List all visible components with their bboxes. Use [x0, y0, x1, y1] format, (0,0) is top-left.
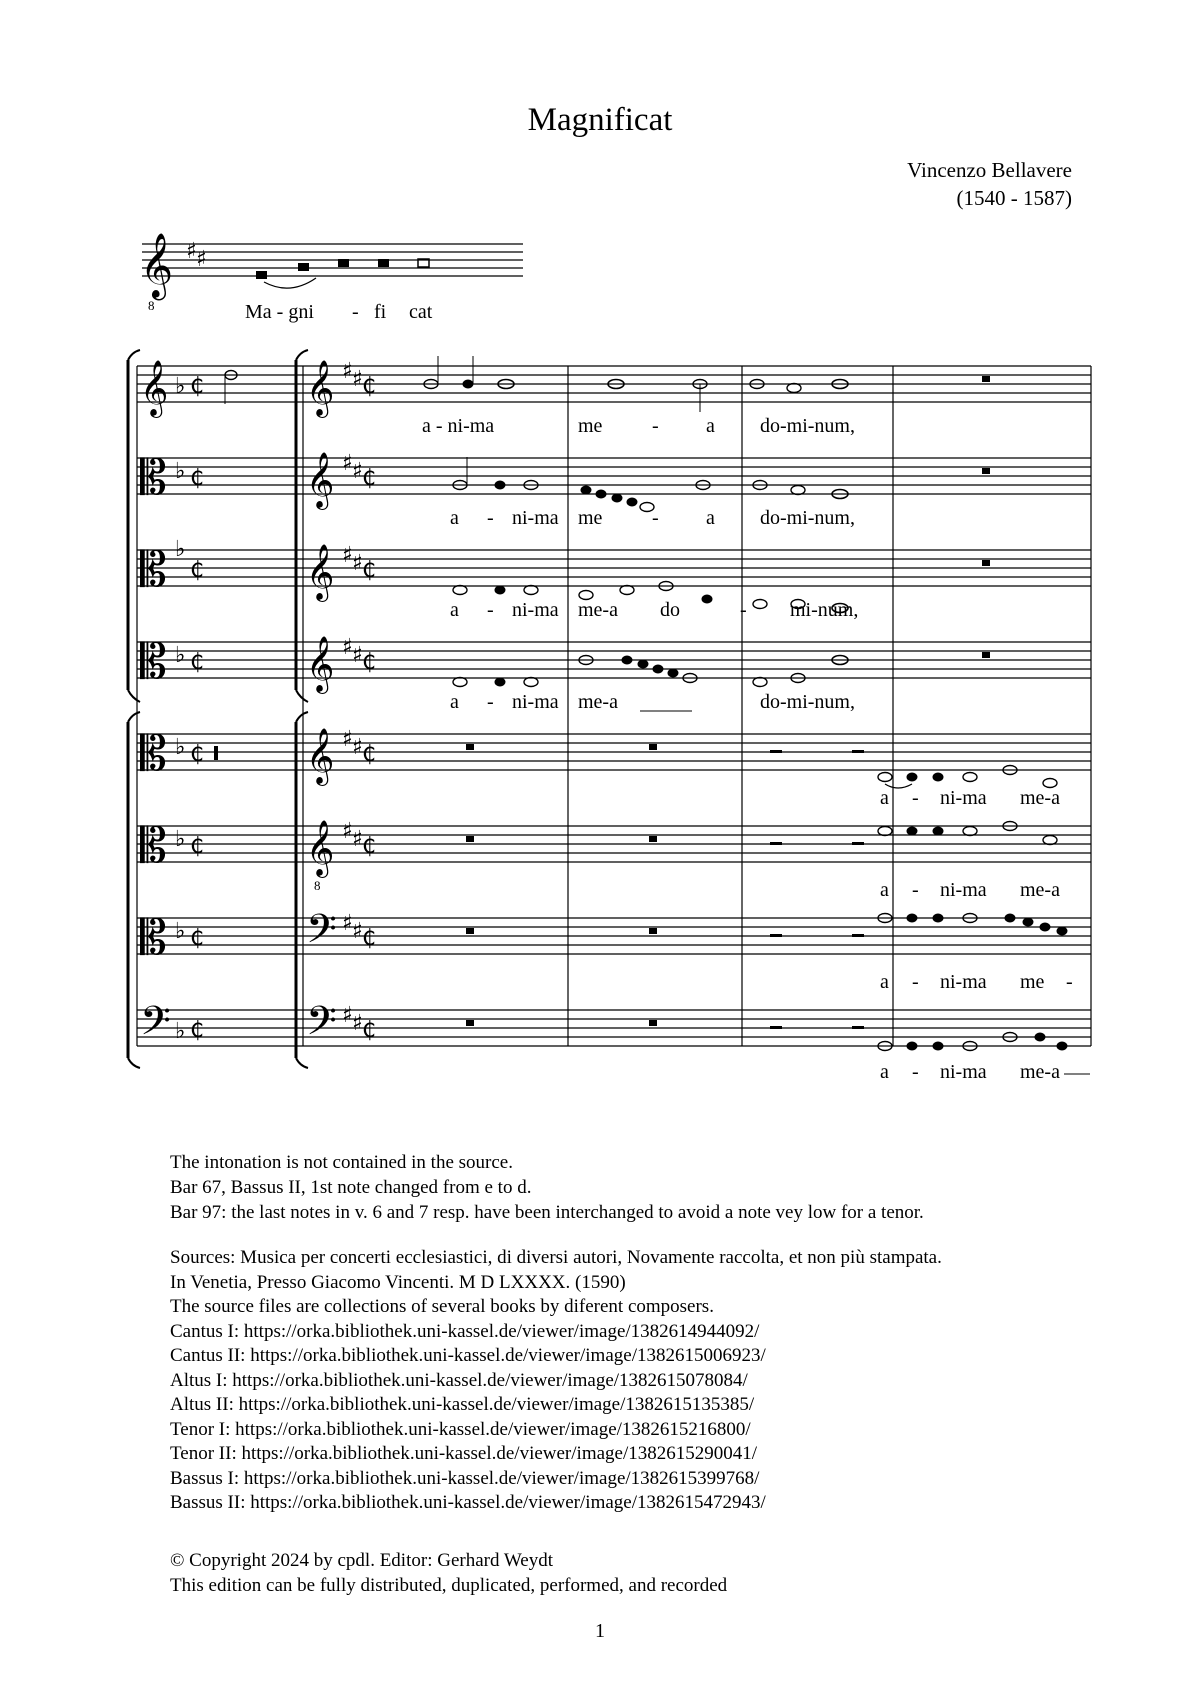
source-line: Sources: Musica per concerti ecclesiastici, di diversi autori, Novamente raccolta, et non più stampata.	[170, 1247, 942, 1268]
staff-voice-6	[137, 818, 1091, 901]
sharp-icon: ♯	[352, 1011, 363, 1036]
octave-mark-icon: 8	[314, 878, 321, 893]
lyric: me	[1020, 971, 1045, 993]
lyric: a	[880, 971, 889, 993]
flat-icon: ♭	[175, 643, 186, 668]
lyric: -	[912, 971, 919, 993]
sharp-icon: ♯	[352, 551, 363, 576]
flat-icon: ♭	[175, 827, 186, 852]
flat-icon: ♭	[175, 919, 186, 944]
note	[256, 271, 267, 279]
treble-clef-icon: 𝄞	[306, 636, 335, 692]
note	[378, 259, 389, 267]
cut-time-icon: ₵	[190, 650, 204, 675]
note-line: Bar 97: the last notes in v. 6 and 7 resp. have been interchanged to avoid a note vey low for a tenor.	[170, 1202, 924, 1223]
source-link: Cantus I: https://orka.bibliothek.uni-kassel.de/viewer/image/1382614944092/	[170, 1320, 760, 1342]
lyric: a	[450, 507, 459, 529]
treble-clef-icon: 𝄞	[306, 728, 335, 784]
cut-time-icon: ₵	[362, 374, 376, 399]
license-line: This edition can be fully distributed, duplicated, performed, and recorded	[170, 1575, 728, 1596]
lyric: do-mi-num,	[760, 691, 855, 713]
intonation-lyric: cat	[409, 301, 433, 323]
sharp-icon: ♯	[352, 735, 363, 760]
c-clef-icon: 𝄡	[140, 450, 167, 506]
staff-voice-2	[137, 450, 1091, 529]
composer-dates: (1540 - 1587)	[956, 186, 1072, 210]
staff-voice-8	[137, 998, 1091, 1083]
lyric: mi-num,	[790, 599, 859, 621]
lyric: me-a	[1020, 1061, 1060, 1083]
lyric: -	[912, 1061, 919, 1083]
cut-time-icon: ₵	[190, 374, 204, 399]
lyric: me-a	[578, 691, 618, 713]
lyric: a	[450, 599, 459, 621]
copyright-block	[170, 1548, 727, 1598]
lyric: a	[450, 691, 459, 713]
cut-time-icon: ₵	[190, 558, 204, 583]
bass-clef-icon: 𝄢	[306, 998, 337, 1054]
lyric: a	[880, 787, 889, 809]
cut-time-icon: ₵	[190, 466, 204, 491]
note	[338, 259, 349, 267]
note-line: The intonation is not contained in the source.	[170, 1152, 513, 1173]
cut-time-icon: ₵	[362, 926, 376, 951]
staff-voice-5	[137, 726, 1091, 809]
editorial-notes	[170, 1150, 924, 1225]
source-line: In Venetia, Presso Giacomo Vincenti. M D LXXXX. (1590)	[170, 1271, 626, 1293]
cut-time-icon: ₵	[362, 1018, 376, 1043]
sources-block	[170, 1246, 942, 1516]
staff-voice-4	[137, 634, 1091, 713]
page-title: Magnificat	[527, 102, 673, 138]
lyric: -	[912, 879, 919, 901]
cut-time-icon: ₵	[362, 466, 376, 491]
lyric: -	[740, 599, 747, 621]
sharp-icon: ♯	[186, 239, 197, 264]
c-clef-icon: 𝄡	[140, 726, 167, 782]
sharp-icon: ♯	[342, 359, 353, 384]
sharp-icon: ♯	[342, 727, 353, 752]
lyric: -	[652, 507, 659, 529]
flat-icon: ♭	[175, 1019, 186, 1044]
source-link: Altus II: https://orka.bibliothek.uni-kassel.de/viewer/image/1382615135385/	[170, 1394, 755, 1415]
sharp-icon: ♯	[352, 919, 363, 944]
lyric: ni-ma	[940, 971, 987, 993]
lyric: me	[578, 415, 603, 437]
c-clef-icon: 𝄡	[140, 634, 167, 690]
flat-icon: ♭	[175, 374, 186, 399]
sharp-icon: ♯	[352, 367, 363, 392]
intonation-staff	[140, 233, 523, 323]
cut-time-icon: ₵	[362, 650, 376, 675]
flat-icon: ♭	[175, 537, 186, 562]
staff-voice-3	[137, 537, 1091, 621]
lyric: a	[706, 507, 715, 529]
source-link: Bassus I: https://orka.bibliothek.uni-kassel.de/viewer/image/1382615399768/	[170, 1467, 760, 1489]
treble-8-clef-icon: 𝄞	[140, 233, 174, 298]
intonation-lyric: -	[352, 301, 359, 323]
lyric: me	[578, 507, 603, 529]
cut-time-icon: ₵	[190, 742, 204, 767]
lyric: me-a	[1020, 787, 1060, 809]
flat-icon: ♭	[175, 459, 186, 484]
copyright-line: © Copyright 2024 by cpdl. Editor: Gerhard Weydt	[170, 1550, 553, 1571]
source-link: Tenor I: https://orka.bibliothek.uni-kassel.de/viewer/image/1382615216800/	[170, 1418, 751, 1440]
cut-time-icon: ₵	[362, 742, 376, 767]
lyric: a - ni-ma	[422, 415, 495, 437]
lyric: do-mi-num,	[760, 507, 855, 529]
c-clef-icon: 𝄡	[140, 818, 167, 874]
source-link: Cantus II: https://orka.bibliothek.uni-kassel.de/viewer/image/1382615006923/	[170, 1345, 766, 1366]
flat-icon: ♭	[175, 735, 186, 760]
bass-clef-icon: 𝄢	[306, 906, 337, 962]
lyric: -	[1066, 971, 1073, 993]
sharp-icon: ♯	[342, 635, 353, 660]
sharp-icon: ♯	[352, 827, 363, 852]
cut-time-icon: ₵	[362, 834, 376, 859]
lyric: a	[880, 1061, 889, 1083]
c-clef-icon: 𝄡	[140, 542, 167, 598]
cut-time-icon: ₵	[190, 1018, 204, 1043]
lyric: -	[912, 787, 919, 809]
sharp-icon: ♯	[342, 543, 353, 568]
page-number: 1	[595, 1620, 605, 1642]
treble-clef-icon: 𝄞	[306, 360, 335, 416]
lyric: -	[487, 599, 494, 621]
cut-time-icon: ₵	[190, 926, 204, 951]
octave-mark-icon: 8	[148, 298, 155, 313]
sharp-icon: ♯	[342, 911, 353, 936]
lyric: ni-ma	[512, 507, 559, 529]
lyric: -	[652, 415, 659, 437]
source-link: Tenor II: https://orka.bibliothek.uni-kassel.de/viewer/image/1382615290041/	[170, 1443, 758, 1464]
lyric: ni-ma	[512, 599, 559, 621]
source-line: The source files are collections of several books by diferent composers.	[170, 1296, 714, 1317]
source-link: Altus I: https://orka.bibliothek.uni-kassel.de/viewer/image/1382615078084/	[170, 1369, 748, 1391]
note-line: Bar 67, Bassus II, 1st note changed from e to d.	[170, 1177, 532, 1198]
note	[298, 263, 309, 271]
lyric: ni-ma	[940, 1061, 987, 1083]
lyric: me-a	[578, 599, 618, 621]
sharp-icon: ♯	[352, 643, 363, 668]
sharp-icon: ♯	[342, 819, 353, 844]
lyric: do	[660, 599, 680, 621]
staff-voice-7	[137, 906, 1091, 993]
intonation-lyric: Ma - gni	[245, 301, 314, 323]
lyric: -	[487, 691, 494, 713]
lyric: me-a	[1020, 879, 1060, 901]
c-clef-icon: 𝄡	[140, 910, 167, 966]
sharp-icon: ♯	[342, 1003, 353, 1028]
lyric: a	[706, 415, 715, 437]
source-link: Bassus II: https://orka.bibliothek.uni-kassel.de/viewer/image/1382615472943/	[170, 1492, 766, 1513]
treble-clef-icon: 𝄞	[306, 544, 335, 600]
staff-voice-1	[137, 356, 1091, 437]
treble-clef-icon: 𝄞	[306, 452, 335, 508]
composer-name: Vincenzo Bellavere	[907, 158, 1072, 182]
cut-time-icon: ₵	[190, 834, 204, 859]
lyric: do-mi-num,	[760, 415, 855, 437]
lyric: a	[880, 879, 889, 901]
intonation-lyric: fi	[374, 301, 387, 323]
bass-clef-icon: 𝄢	[140, 998, 171, 1054]
cut-time-icon: ₵	[362, 558, 376, 583]
sharp-icon: ♯	[352, 459, 363, 484]
lyric: -	[487, 507, 494, 529]
treble-8-clef-icon: 𝄞	[306, 820, 335, 876]
treble-clef-icon: 𝄞	[140, 360, 169, 416]
lyric: ni-ma	[940, 787, 987, 809]
sharp-icon: ♯	[342, 451, 353, 476]
sharp-icon: ♯	[196, 247, 207, 272]
lyric: ni-ma	[940, 879, 987, 901]
lyric: ni-ma	[512, 691, 559, 713]
